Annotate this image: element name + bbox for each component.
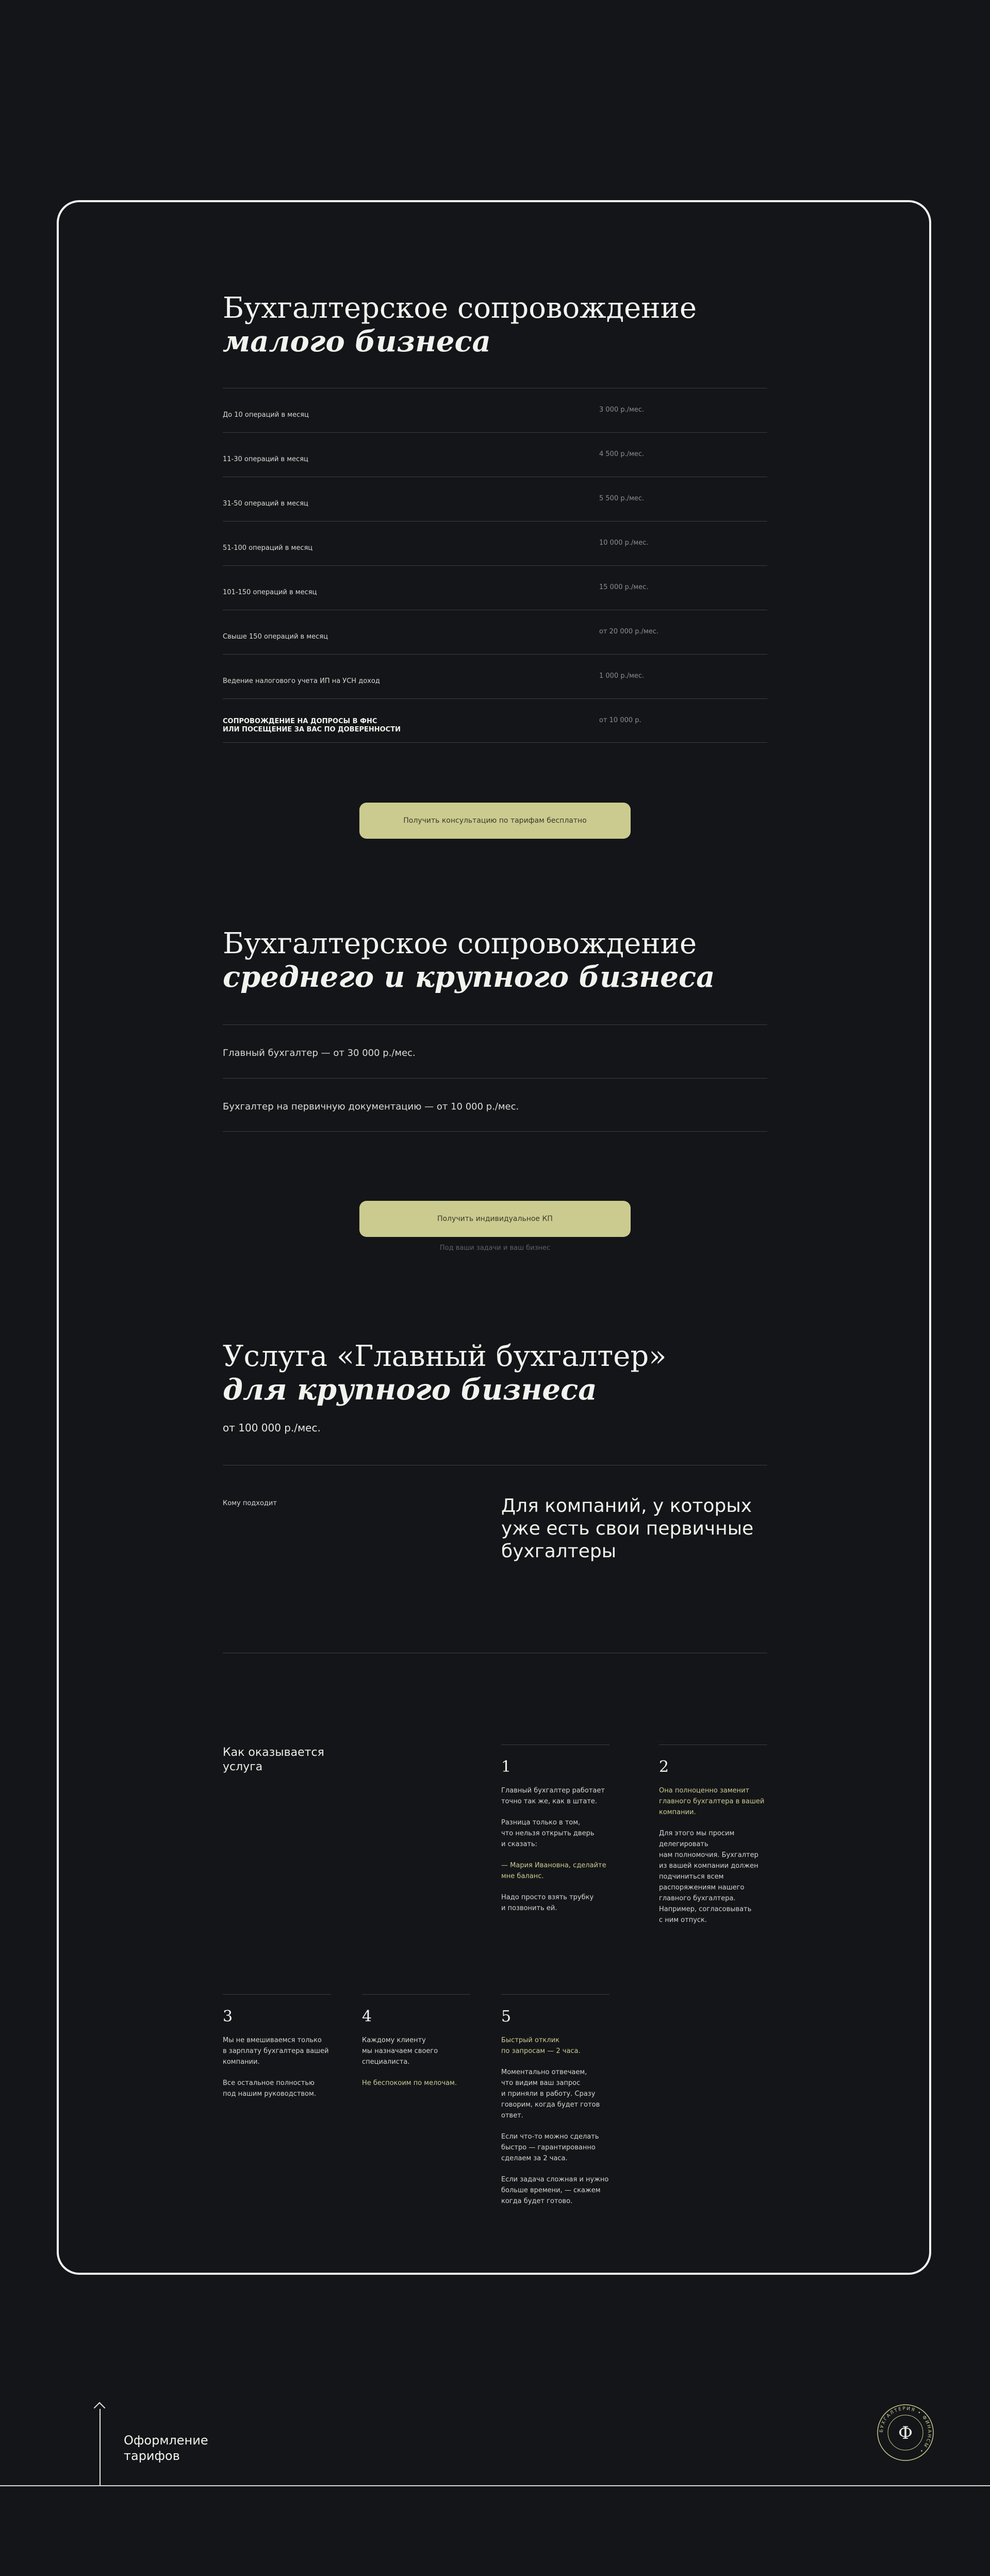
footer-divider (0, 2485, 990, 2486)
seal-ring-text: БУХГАЛТЕРИЯ • ФИНАНСЫ • (879, 2406, 932, 2454)
service-step-4: 4 Каждому клиенту мы назначаем своего специалиста. Не беспокоим по мелочам. (362, 1994, 470, 2099)
chief-service-price: от 100 000 р./мес. (223, 1422, 321, 1434)
company-seal-icon[interactable] (874, 2402, 936, 2464)
offer-hint: Под ваши задачи и ваш бизнес (439, 1244, 551, 1252)
table-row: Свыше 150 операций в месяц от 20 000 р./мес. (223, 610, 767, 654)
service-step-5: 5 Быстрый отклик по запросам — 2 часа. Моментально отвечаем, что видим ваш запрос и приняли в работу. Сразу говорим, когда будет готов ответ. Если что-то можно сделать быстро — гарантированно сделаем за 2 часа. Если задача сложная и нужно больше времени, — скажем когда будет готово. (501, 1994, 609, 2217)
list-item: Бухгалтер на первичную документацию — от 10 000 р./мес. (223, 1078, 767, 1132)
free-consultation-button[interactable]: Получить консультацию по тарифам бесплатно (359, 803, 631, 839)
table-row: До 10 операций в месяц 3 000 р./мес. (223, 388, 767, 432)
individual-offer-button[interactable]: Получить индивидуальное КП (359, 1201, 631, 1237)
table-row: СОПРОВОЖДЕНИЕ НА ДОПРОСЫ В ФНС ИЛИ ПОСЕЩЕНИЕ ЗА ВАС ПО ДОВЕРЕННОСТИ от 10 000 р. (223, 698, 767, 743)
table-row: Ведение налогового учета ИП на УСН доход 1 000 р./мес. (223, 654, 767, 698)
table-row: 31-50 операций в месяц 5 500 р./мес. (223, 477, 767, 521)
who-text: Для компаний, у которых уже есть свои первичные бухгалтеры (501, 1495, 754, 1562)
how-label: Как оказывается услуга (223, 1746, 324, 1773)
table-row: 11-30 операций в месяц 4 500 р./мес. (223, 432, 767, 477)
small-business-title: Бухгалтерское сопровождение малого бизнеса (223, 291, 697, 358)
table-row: 101-150 операций в месяц 15 000 р./мес. (223, 565, 767, 610)
medium-business-title: Бухгалтерское сопровождение среднего и крупного бизнеса (223, 927, 715, 994)
list-item: Главный бухгалтер — от 30 000 р./мес. (223, 1024, 767, 1078)
service-step-2: 2 Она полноценно заменит главного бухгалтера в вашей компании. Для этого мы просим делегировать нам полномочия. Бухгалтер из вашей компании должен подчиниться всем распоряжениям нашего главного бухгалтера. Например, согласовывать с ним отпуск. (659, 1744, 767, 1936)
table-row: 51-100 операций в месяц 10 000 р./мес. (223, 521, 767, 565)
service-step-3: 3 Мы не вмешиваемся только в зарплату бухгалтера вашей компании. Все остальное полностью под нашим руководством. (223, 1994, 331, 2110)
small-business-price-table (223, 388, 767, 743)
scroll-up-line[interactable] (100, 2409, 101, 2485)
section-caption: Оформление тарифов (124, 2433, 208, 2463)
chief-service-title: Услуга «Главный бухгалтер» для крупного бизнеса (223, 1340, 667, 1407)
seal-letter: Ф (898, 2423, 913, 2443)
medium-business-price-list (223, 1024, 767, 1132)
who-label: Кому подходит (223, 1499, 277, 1507)
service-step-1: 1 Главный бухгалтер работает точно так же, как в штате. Разница только в том, что нельзя открыть дверь и сказать: — Мария Ивановна, сделайте мне баланс. Надо просто взять трубку и позвонить ей. (501, 1744, 609, 1924)
